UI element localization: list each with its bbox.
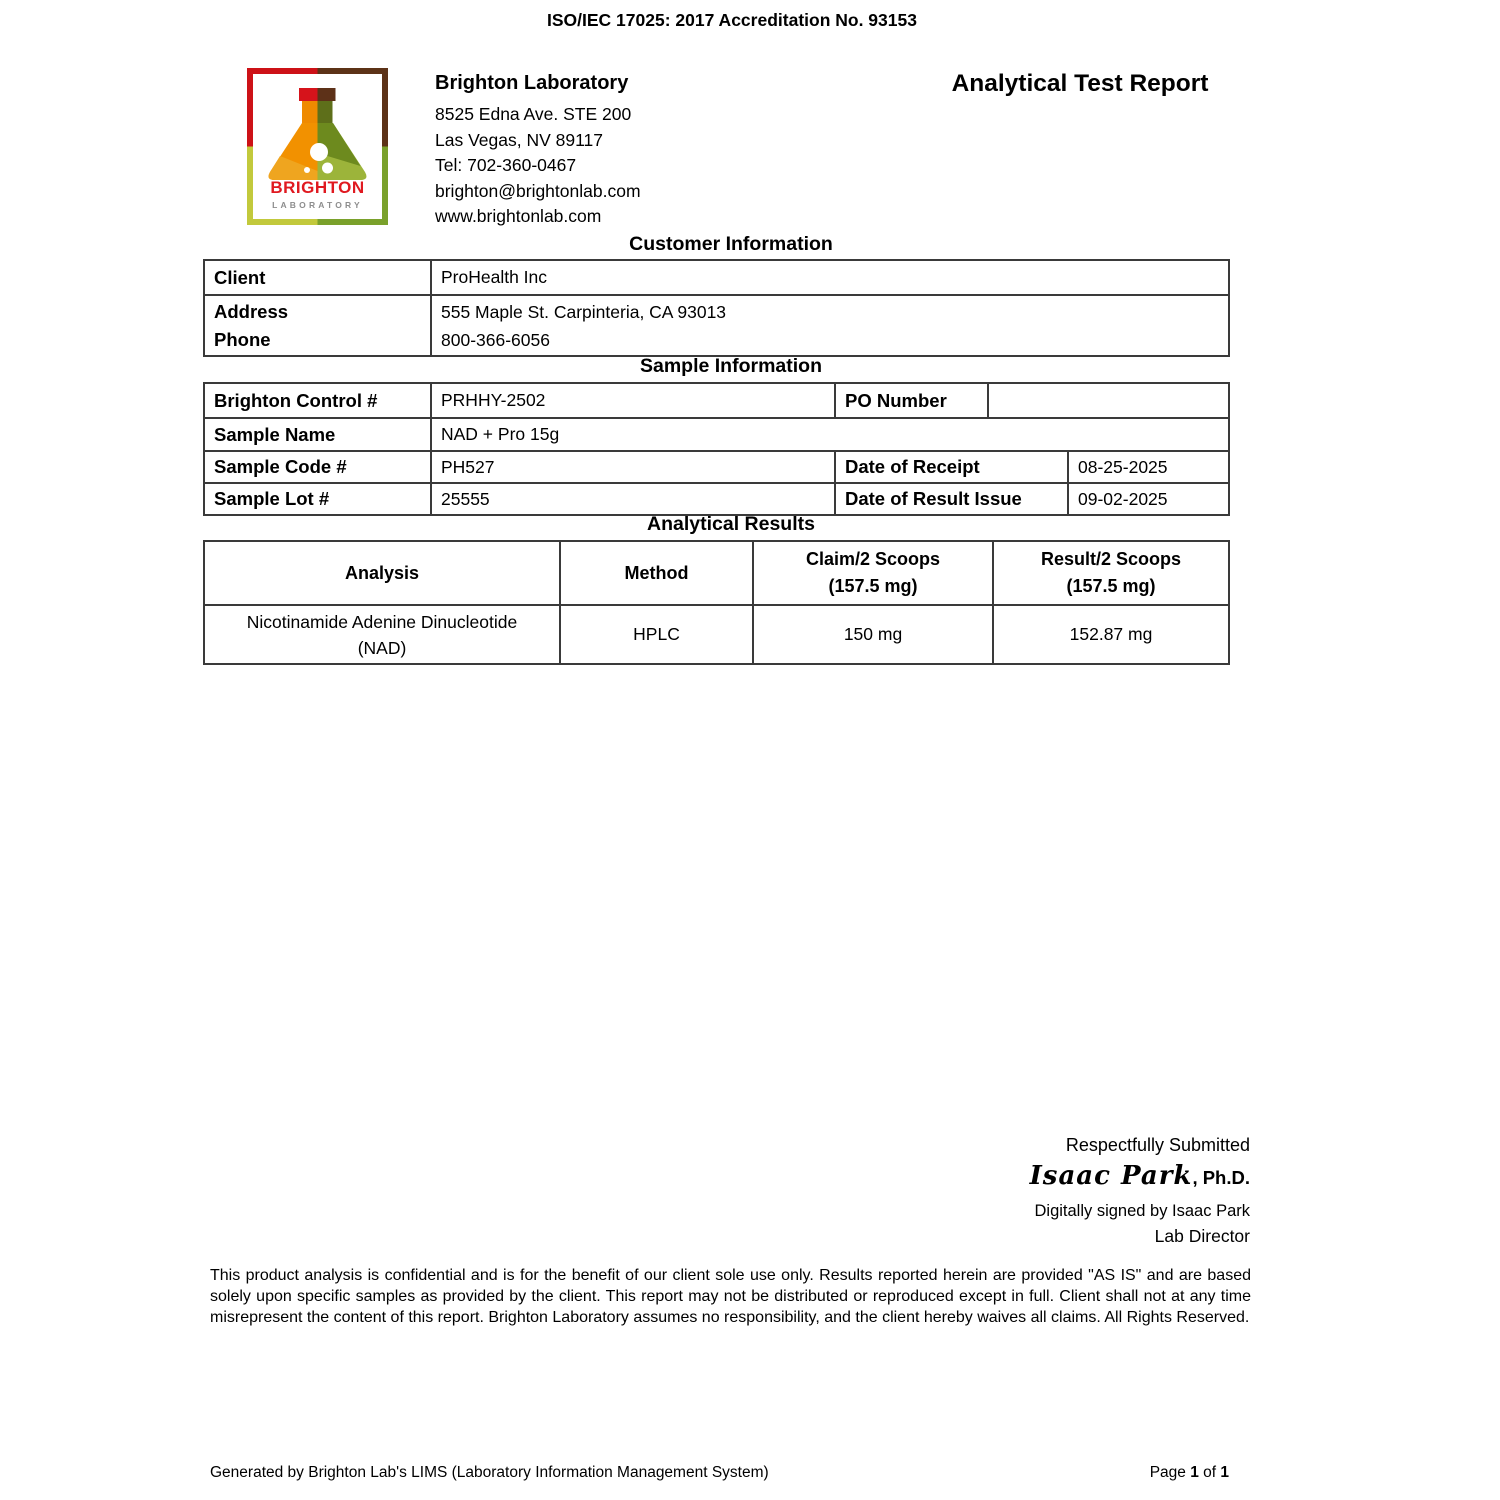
lab-info-block [435,72,641,230]
frame-bottom-right [318,219,389,225]
section-title-sample-information: Sample Information [639,355,823,377]
header-text: Claim/2 Scoops [805,549,941,569]
analytical-results-table [203,540,1230,665]
signature-block [1030,1135,1250,1247]
lab-website: www.brightonlab.com [435,206,602,226]
date-of-result-issue-value: 09-02-2025 [1067,484,1228,514]
table-row [205,384,1228,417]
column-header-analysis [205,542,559,604]
flask-cap-right [318,88,336,101]
frame-top-left [247,68,318,74]
address-value: 555 Maple St. Carpinteria, CA 93013 [441,301,727,322]
signature-name-line [1030,1161,1250,1191]
result-cell: 152.87 mg [992,606,1228,663]
respectfully-submitted-text: Respectfully Submitted [1065,1135,1250,1155]
brighton-logo [247,68,388,225]
sample-code-label: Sample Code # [214,456,347,477]
phone-label: Phone [214,328,271,350]
section-title-customer-information: Customer Information [629,233,833,255]
footer-page-indicator [1150,1464,1229,1482]
disclaimer-text: This product analysis is confidential and is for the benefit of our client sole use only. Results reported herein are provided "AS IS" and are based solely upon specific samples as provided by the client. This report may not be distributed or reproduced except in full. Client shall not at any time misrepresent the content of this report. Brighton Laboratory assumes no responsibility, and the client hereby waives all claims. All Rights Reserved. [210,1267,1251,1326]
table-row [205,417,1228,450]
lab-address-line1: 8525 Edna Ave. STE 200 [435,104,632,124]
column-header-method [559,542,752,604]
client-value: ProHealth Inc [430,261,1228,294]
frame-right-top [382,68,388,147]
customer-information-table [203,259,1230,357]
frame-left-top [247,68,253,147]
table-row [205,294,1228,355]
results-data-row [205,604,1228,663]
bubble-large [310,143,328,161]
sample-information-table [203,382,1230,516]
signature-suffix: , Ph.D. [1192,1167,1250,1188]
of-word: of [1198,1464,1221,1481]
signature-script: Isaac Park [1029,1161,1193,1191]
po-number-value [987,384,1228,417]
sample-lot-value: 25555 [430,484,834,514]
sample-name-label: Sample Name [214,423,336,445]
results-header-row [205,542,1228,604]
analysis-value: Nicotinamide Adenine Dinucleotide (NAD) [246,611,518,658]
frame-bottom-left [247,219,318,225]
brighton-control-value: PRHHY-2502 [430,384,834,417]
table-row [205,450,1228,482]
address-label: Address [214,300,289,322]
phone-value: 800-366-6056 [441,329,550,350]
page-word: Page [1149,1464,1191,1481]
page-number: 1 [1190,1464,1199,1481]
logo-brand-text: BRIGHTON [270,178,365,197]
date-of-result-issue-label: Date of Result Issue [834,484,1067,514]
header-text: Analysis [344,562,420,583]
page-total: 1 [1220,1464,1229,1481]
column-header-result [992,542,1228,604]
lab-director-text: Lab Director [1154,1226,1250,1246]
address-phone-values [430,296,1228,355]
flask-neck-left [302,101,318,123]
bubble-small [304,167,310,173]
brighton-control-label: Brighton Control # [214,389,378,411]
digitally-signed-text: Digitally signed by Isaac Park [1034,1202,1250,1220]
date-of-receipt-label: Date of Receipt [834,452,1067,482]
lab-name: Brighton Laboratory [435,72,629,94]
table-row [205,482,1228,514]
address-phone-labels [205,296,430,355]
claim-cell: 150 mg [752,606,992,663]
date-of-receipt-value: 08-25-2025 [1067,452,1228,482]
header-subtext: (157.5 mg) [828,576,918,596]
header-subtext: (157.5 mg) [1066,576,1156,596]
report-title: Analytical Test Report [951,70,1209,97]
footer-generated-text: Generated by Brighton Lab's LIMS (Laboratory Information Management System) [210,1464,769,1481]
table-row [205,261,1228,294]
lab-email: brighton@brightonlab.com [435,180,641,201]
section-title-analytical-results: Analytical Results [647,513,815,535]
accreditation-line: ISO/IEC 17025: 2017 Accreditation No. 93153 [547,10,917,30]
lab-phone: Tel: 702-360-0467 [435,155,577,175]
method-cell: HPLC [559,606,752,663]
logo-sub-text: LABORATORY [272,200,363,210]
bubble-medium [322,163,333,174]
column-header-claim [752,542,992,604]
lab-address-line2: Las Vegas, NV 89117 [435,129,603,150]
analysis-cell [205,606,559,663]
sample-name-value: NAD + Pro 15g [430,419,1228,450]
flask-neck-right [318,101,333,123]
client-label: Client [214,266,266,288]
header-text: Result/2 Scoops [1040,549,1182,569]
sample-code-value: PH527 [430,452,834,482]
flask-cap-left [299,88,318,101]
sample-lot-label: Sample Lot # [214,488,330,509]
header-text: Method [624,562,689,583]
frame-top-right [318,68,389,74]
po-number-label: PO Number [834,384,987,417]
